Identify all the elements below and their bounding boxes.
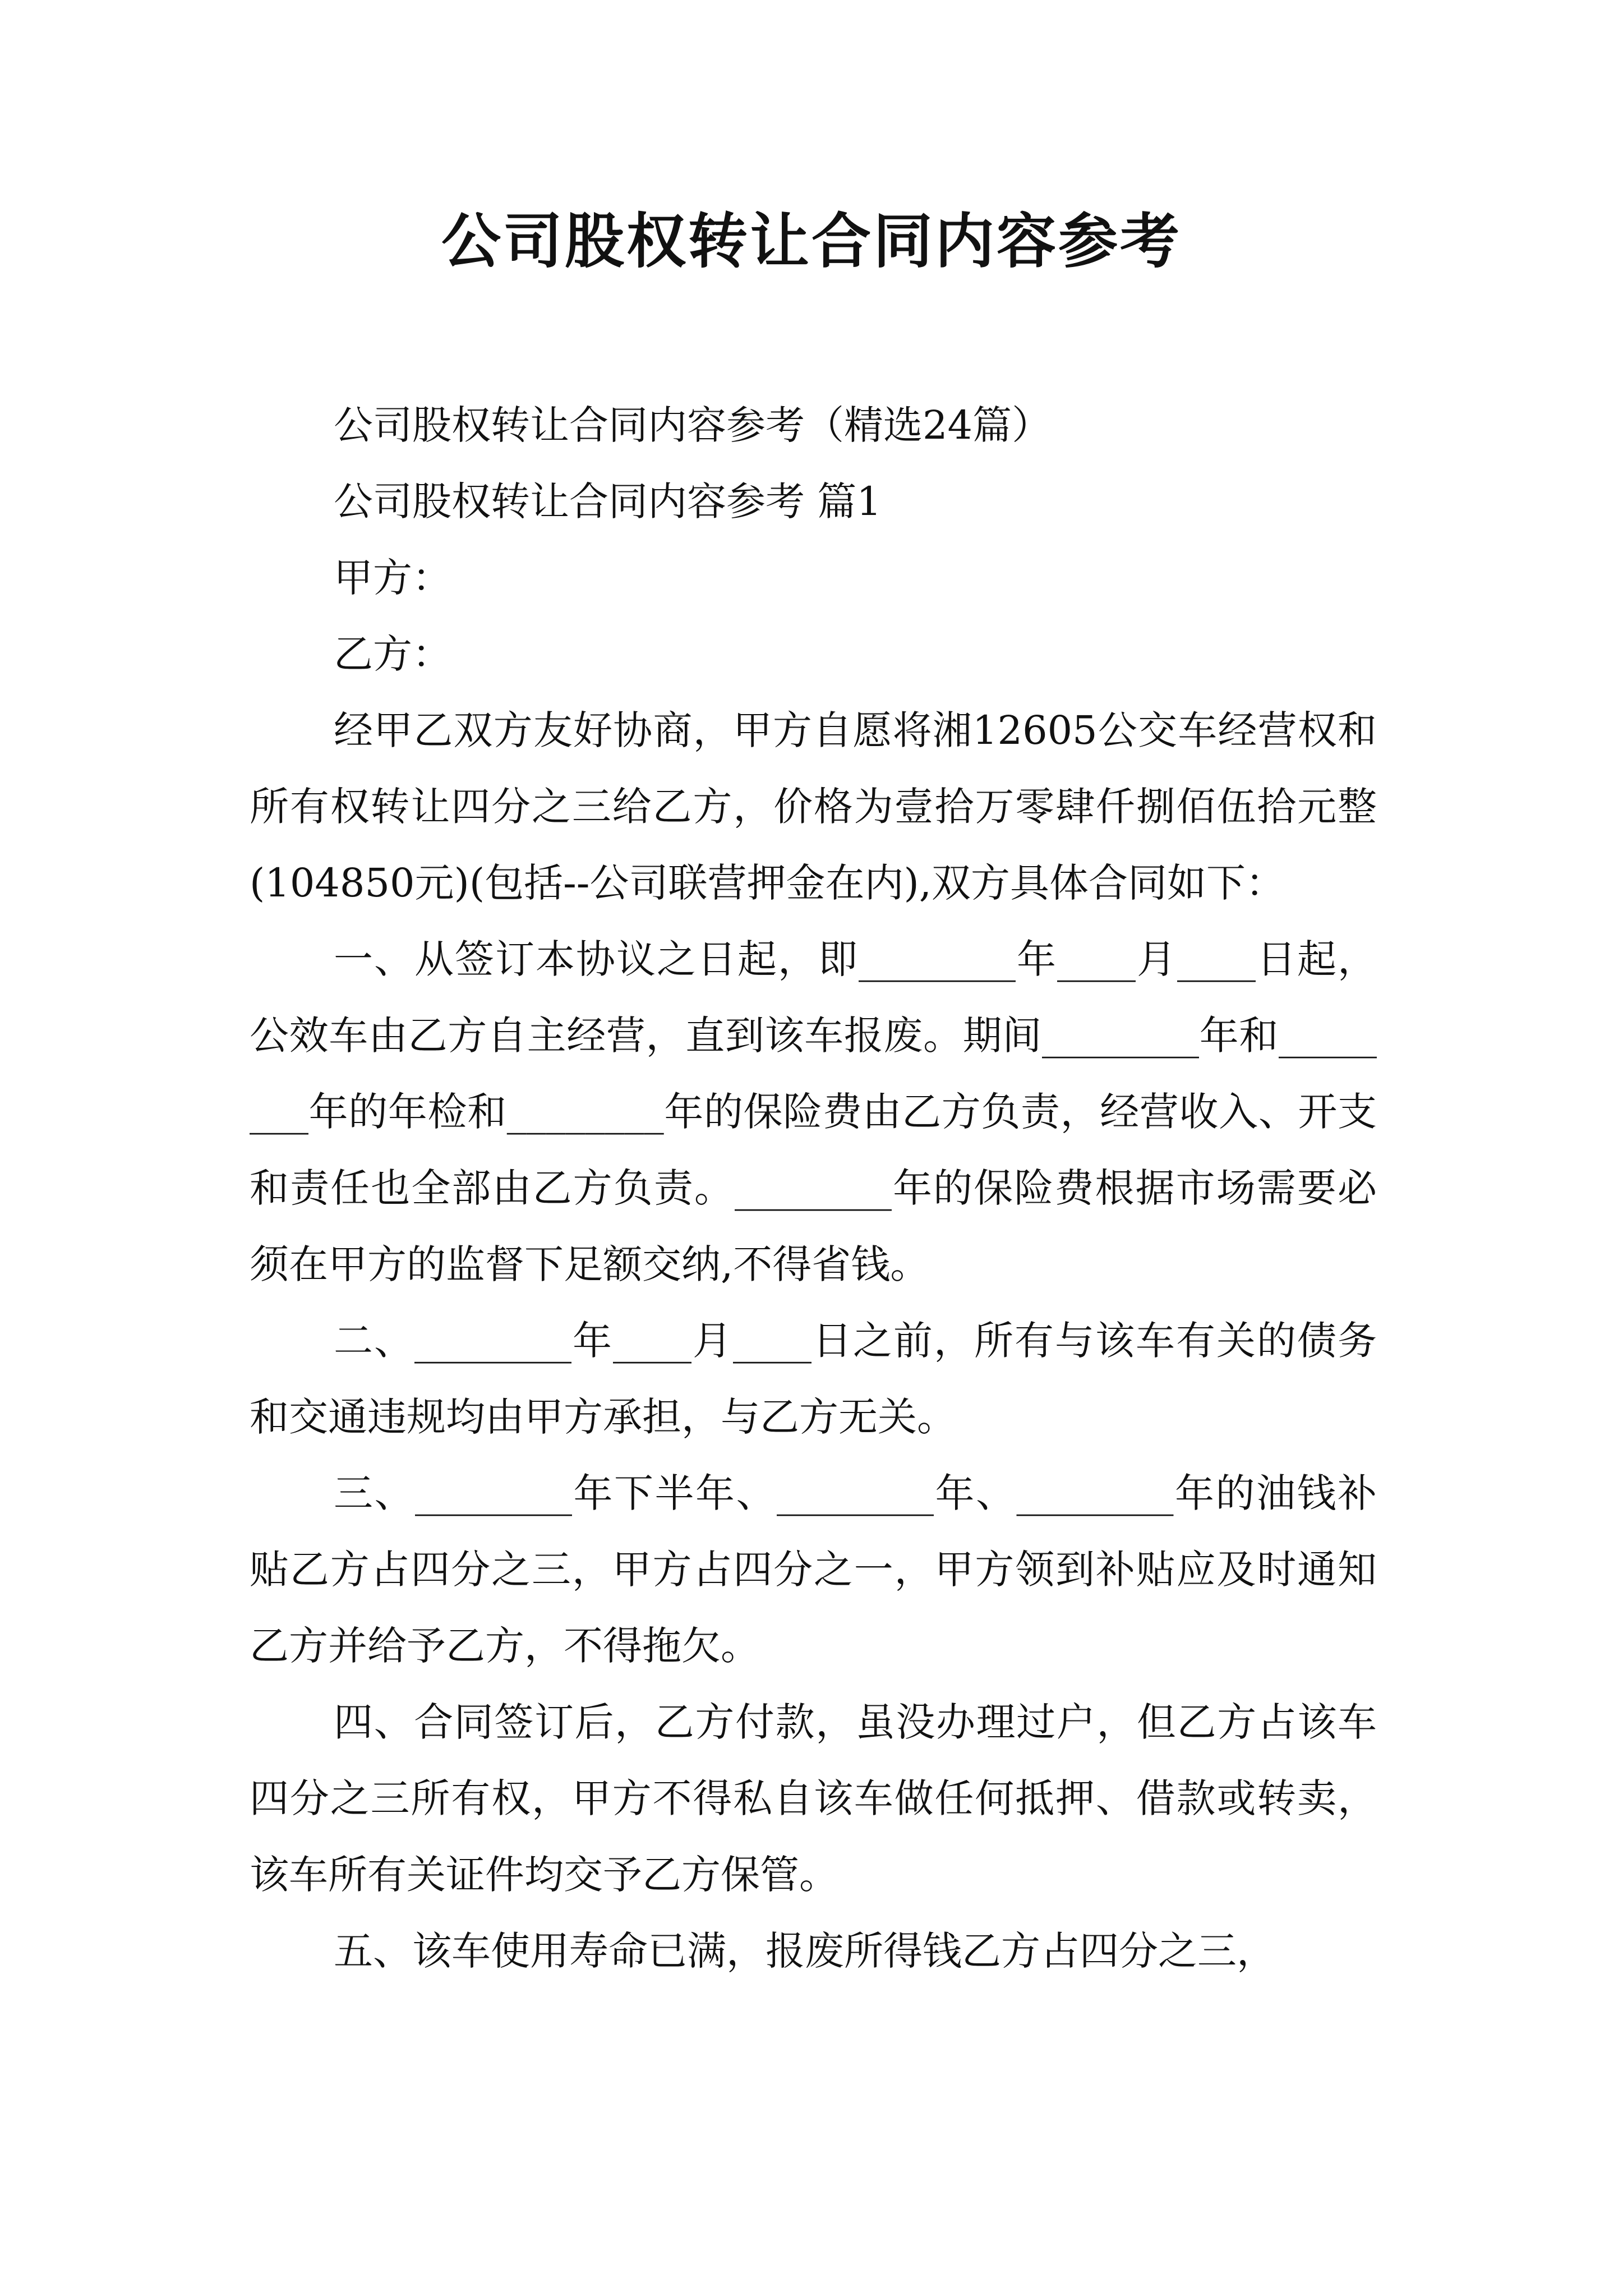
clause-4: 四、合同签订后，乙方付款，虽没办理过户，但乙方占该车四分之三所有权，甲方不得私自该车做任何抵押、借款或转卖，该车所有关证件均交予乙方保管。: [250, 1699, 1377, 1898]
clause-1: 一、从签订本协议之日起，即________年____月____日起，公效车由乙方自主经营，直到该车报废。期间________年和________年的年检和________年的保险费由乙方负责，经营收入、开支和责任也全部由乙方负责。________年的保险费根据市场需要必须在甲方的监督下足额交纳,不得省钱。: [250, 936, 1377, 1287]
clause-2: 二、________年____月____日之前，所有与该车有关的债务和交通违规均由甲方承担，与乙方无关。: [250, 1318, 1377, 1440]
doc-subtitle: 公司股权转让合同内容参考（精选24篇）: [334, 402, 1052, 448]
section-heading: 公司股权转让合同内容参考 篇1: [334, 478, 882, 524]
party-a-label: 甲方：: [334, 555, 451, 601]
clause-5: 五、该车使用寿命已满，报废所得钱乙方占四分之三，: [334, 1928, 1276, 1974]
page-title: 公司股权转让合同内容参考: [441, 206, 1182, 276]
intro-paragraph: 经甲乙双方友好协商，甲方自愿将湘12605公交车经营权和所有权转让四分之三给乙方，价格为壹拾万零肆仟捌佰伍拾元整(104850元)(包括--公司联营押金在内),双方具体合同如下：: [250, 707, 1377, 906]
document-body: [250, 387, 1377, 1989]
party-b-label: 乙方：: [334, 631, 451, 677]
clause-3: 三、________年下半年、________年、________年的油钱补贴乙方占四分之三，甲方占四分之一，甲方领到补贴应及时通知乙方并给予乙方，不得拖欠。: [250, 1470, 1377, 1669]
